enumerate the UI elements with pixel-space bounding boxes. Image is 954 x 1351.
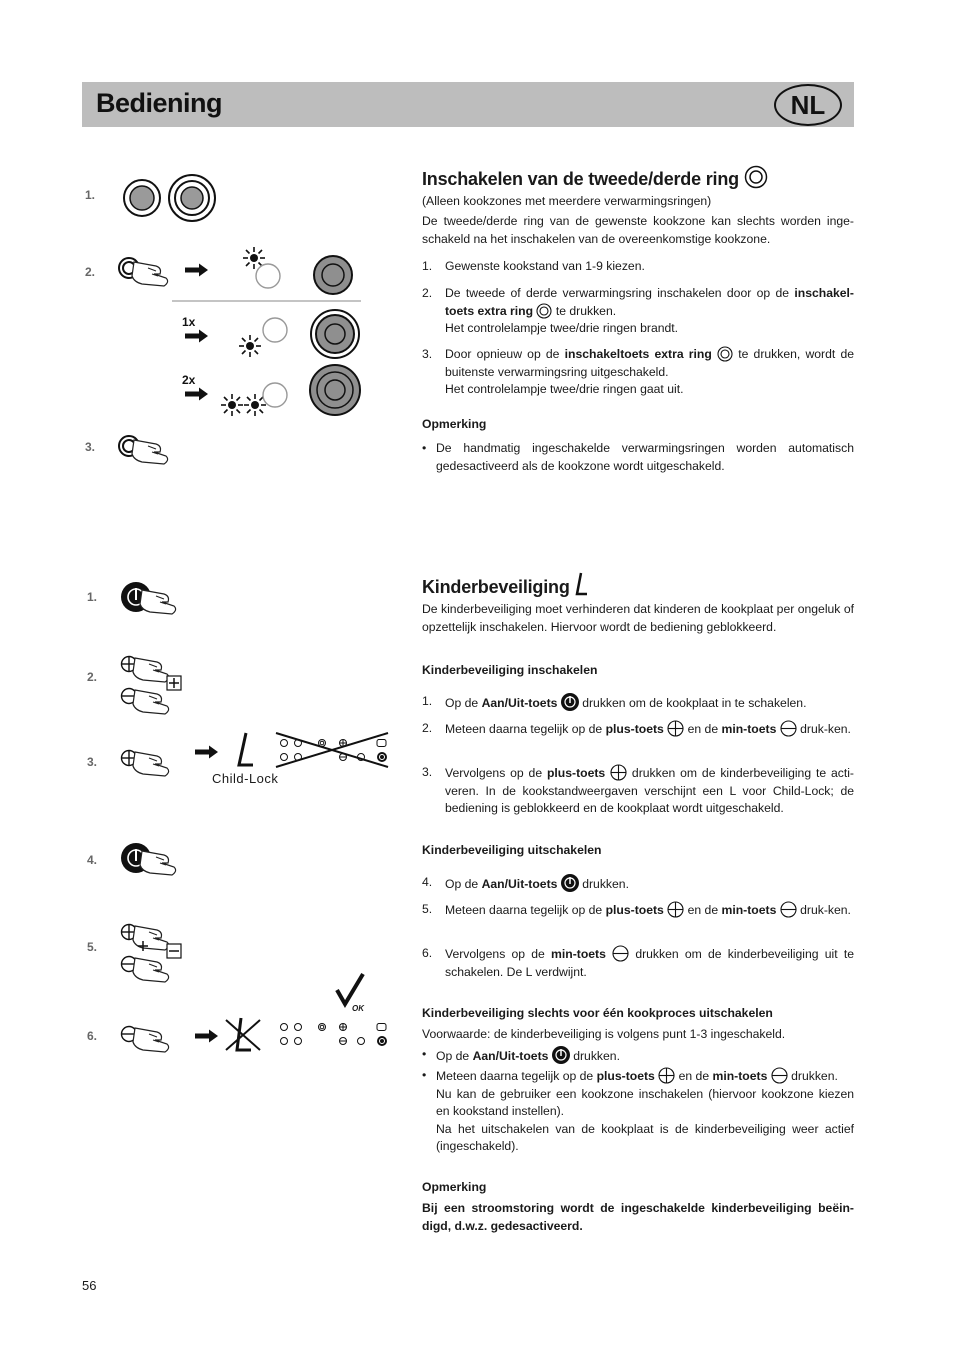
minus-icon: [780, 901, 797, 918]
child-lock-once-precondition: Voorwaarde: de kinderbeveiliging is volgens punt 1-3 ingeschakeld.: [422, 1027, 786, 1041]
child-lock-on-heading: Kinderbeveiliging inschakelen: [422, 663, 598, 677]
press-once-label: 1x: [182, 315, 196, 329]
list-item: 4. Op de Aan/Uit-toets drukken.: [422, 875, 629, 891]
on-off-icon: [552, 1046, 570, 1064]
child-lock-once-heading: Kinderbeveiliging slechts voor één kookproces uitschakelen: [422, 1006, 773, 1020]
list-item: 3. Door opnieuw op de inschakeltoets extra ring te drukken, wordt de buitenste verwarmingsring uitgeschakeld. Het controlelampje twee/drie ringen gaat uit.: [422, 347, 854, 396]
on-off-icon: [561, 874, 579, 892]
page-number: 56: [82, 1278, 97, 1293]
figure-second-third-ring: [119, 175, 361, 464]
fig2-step-label: 5.: [87, 940, 98, 954]
fig2-step-label: 2.: [87, 670, 98, 684]
fig1-step-label: 3.: [85, 440, 96, 454]
minus-icon: [780, 720, 797, 737]
minus-icon: [612, 945, 629, 962]
child-lock-icon: [574, 571, 590, 597]
extra-ring-icon: [744, 165, 768, 189]
fig2-step-label: 3.: [87, 755, 98, 769]
plus-icon: [667, 901, 684, 918]
fig1-step-label: 2.: [85, 265, 96, 279]
fig2-step-label: 6.: [87, 1029, 98, 1043]
fig1-step-label: 1.: [85, 188, 96, 202]
fig2-step-label: 4.: [87, 853, 98, 867]
section1-intro: De tweede/derde ring van de gewenste kookzone kan slechts worden inge-schakeld na het inschakelen van de overeenkomstige kookzone.: [422, 214, 854, 246]
plus-icon: [667, 720, 684, 737]
figure-child-lock: [121, 582, 388, 1052]
section1-subtitle: (Alleen kookzones met meerdere verwarmingsringen): [422, 194, 712, 208]
section2-heading: Kinderbeveiliging: [422, 571, 590, 598]
list-item: 1. Gewenste kookstand van 1-9 kiezen.: [422, 259, 645, 273]
section2-intro: De kinderbeveiliging moet verhinderen dat kinderen de kookplaat per ongeluk of opzettelijk inschakelen. Hiervoor wordt de bediening geblokkeerd.: [422, 602, 854, 634]
section2-note: Bij een stroomstoring wordt de ingeschakelde kinderbeveiliging beëin-digd, d.w.z. gedesactiveerd.: [422, 1201, 854, 1233]
list-item: 6. Vervolgens op de min-toets drukken om de kinderbeveiliging uit te schakelen. De L verdwijnt.: [422, 946, 855, 979]
section1-note-heading: Opmerking: [422, 417, 487, 431]
extra-ring-icon: [717, 346, 733, 362]
page-title: Bediening: [96, 88, 223, 118]
list-item: 1. Op de Aan/Uit-toets drukken om de kookplaat in te schakelen.: [422, 694, 807, 710]
list-item: 2. De tweede of derde verwarmingsring inschakelen door op de inschakel-toets extra ring te drukken. Het controlelampje twee/drie ringen brandt.: [422, 286, 854, 335]
list-item: • Meteen daarna tegelijk op de plus-toets en de min-toets drukken. Nu kan de gebruiker een kookzone inschakelen (hiervoor kookzone kiezen en kookstand instellen). Na het uitschakelen van de kookplaat is de kinderbeveiliging weer actief (ingeschakeld).: [422, 1068, 854, 1153]
list-item: • Op de Aan/Uit-toets drukken.: [422, 1047, 620, 1063]
plus-icon: [610, 764, 627, 781]
list-item: 3. Vervolgens op de plus-toets drukken om de kinderbeveiliging te acti-veren. In de kookstandweergaven verschijnt een L voor Child-Lock; de bediening is geblokkeerd en de kookplaat wordt uitgeschakeld.: [422, 765, 854, 815]
on-off-icon: [561, 693, 579, 711]
child-lock-off-heading: Kinderbeveiliging uitschakelen: [422, 843, 602, 857]
list-item: 5. Meteen daarna tegelijk op de plus-toets en de min-toets druk-ken.: [422, 902, 851, 917]
extra-ring-icon: [536, 303, 552, 319]
plus-icon: [658, 1067, 675, 1084]
minus-icon: [771, 1067, 788, 1084]
section1-note: • De handmatig ingeschakelde verwarmingsringen worden automatisch gedesactiveerd als de kookzone wordt uitgeschakeld.: [422, 441, 854, 473]
section2-note-heading: Opmerking: [422, 1180, 487, 1194]
child-lock-label: Child-Lock: [212, 771, 279, 786]
ok-label: OK: [352, 1004, 364, 1013]
fig2-step-label: 1.: [87, 590, 98, 604]
list-item: 2. Meteen daarna tegelijk op de plus-toets en de min-toets druk-ken.: [422, 721, 851, 736]
press-twice-label: 2x: [182, 373, 196, 387]
language-badge: NL: [774, 84, 842, 126]
section1-heading: Inschakelen van de tweede/derde ring: [422, 165, 768, 190]
